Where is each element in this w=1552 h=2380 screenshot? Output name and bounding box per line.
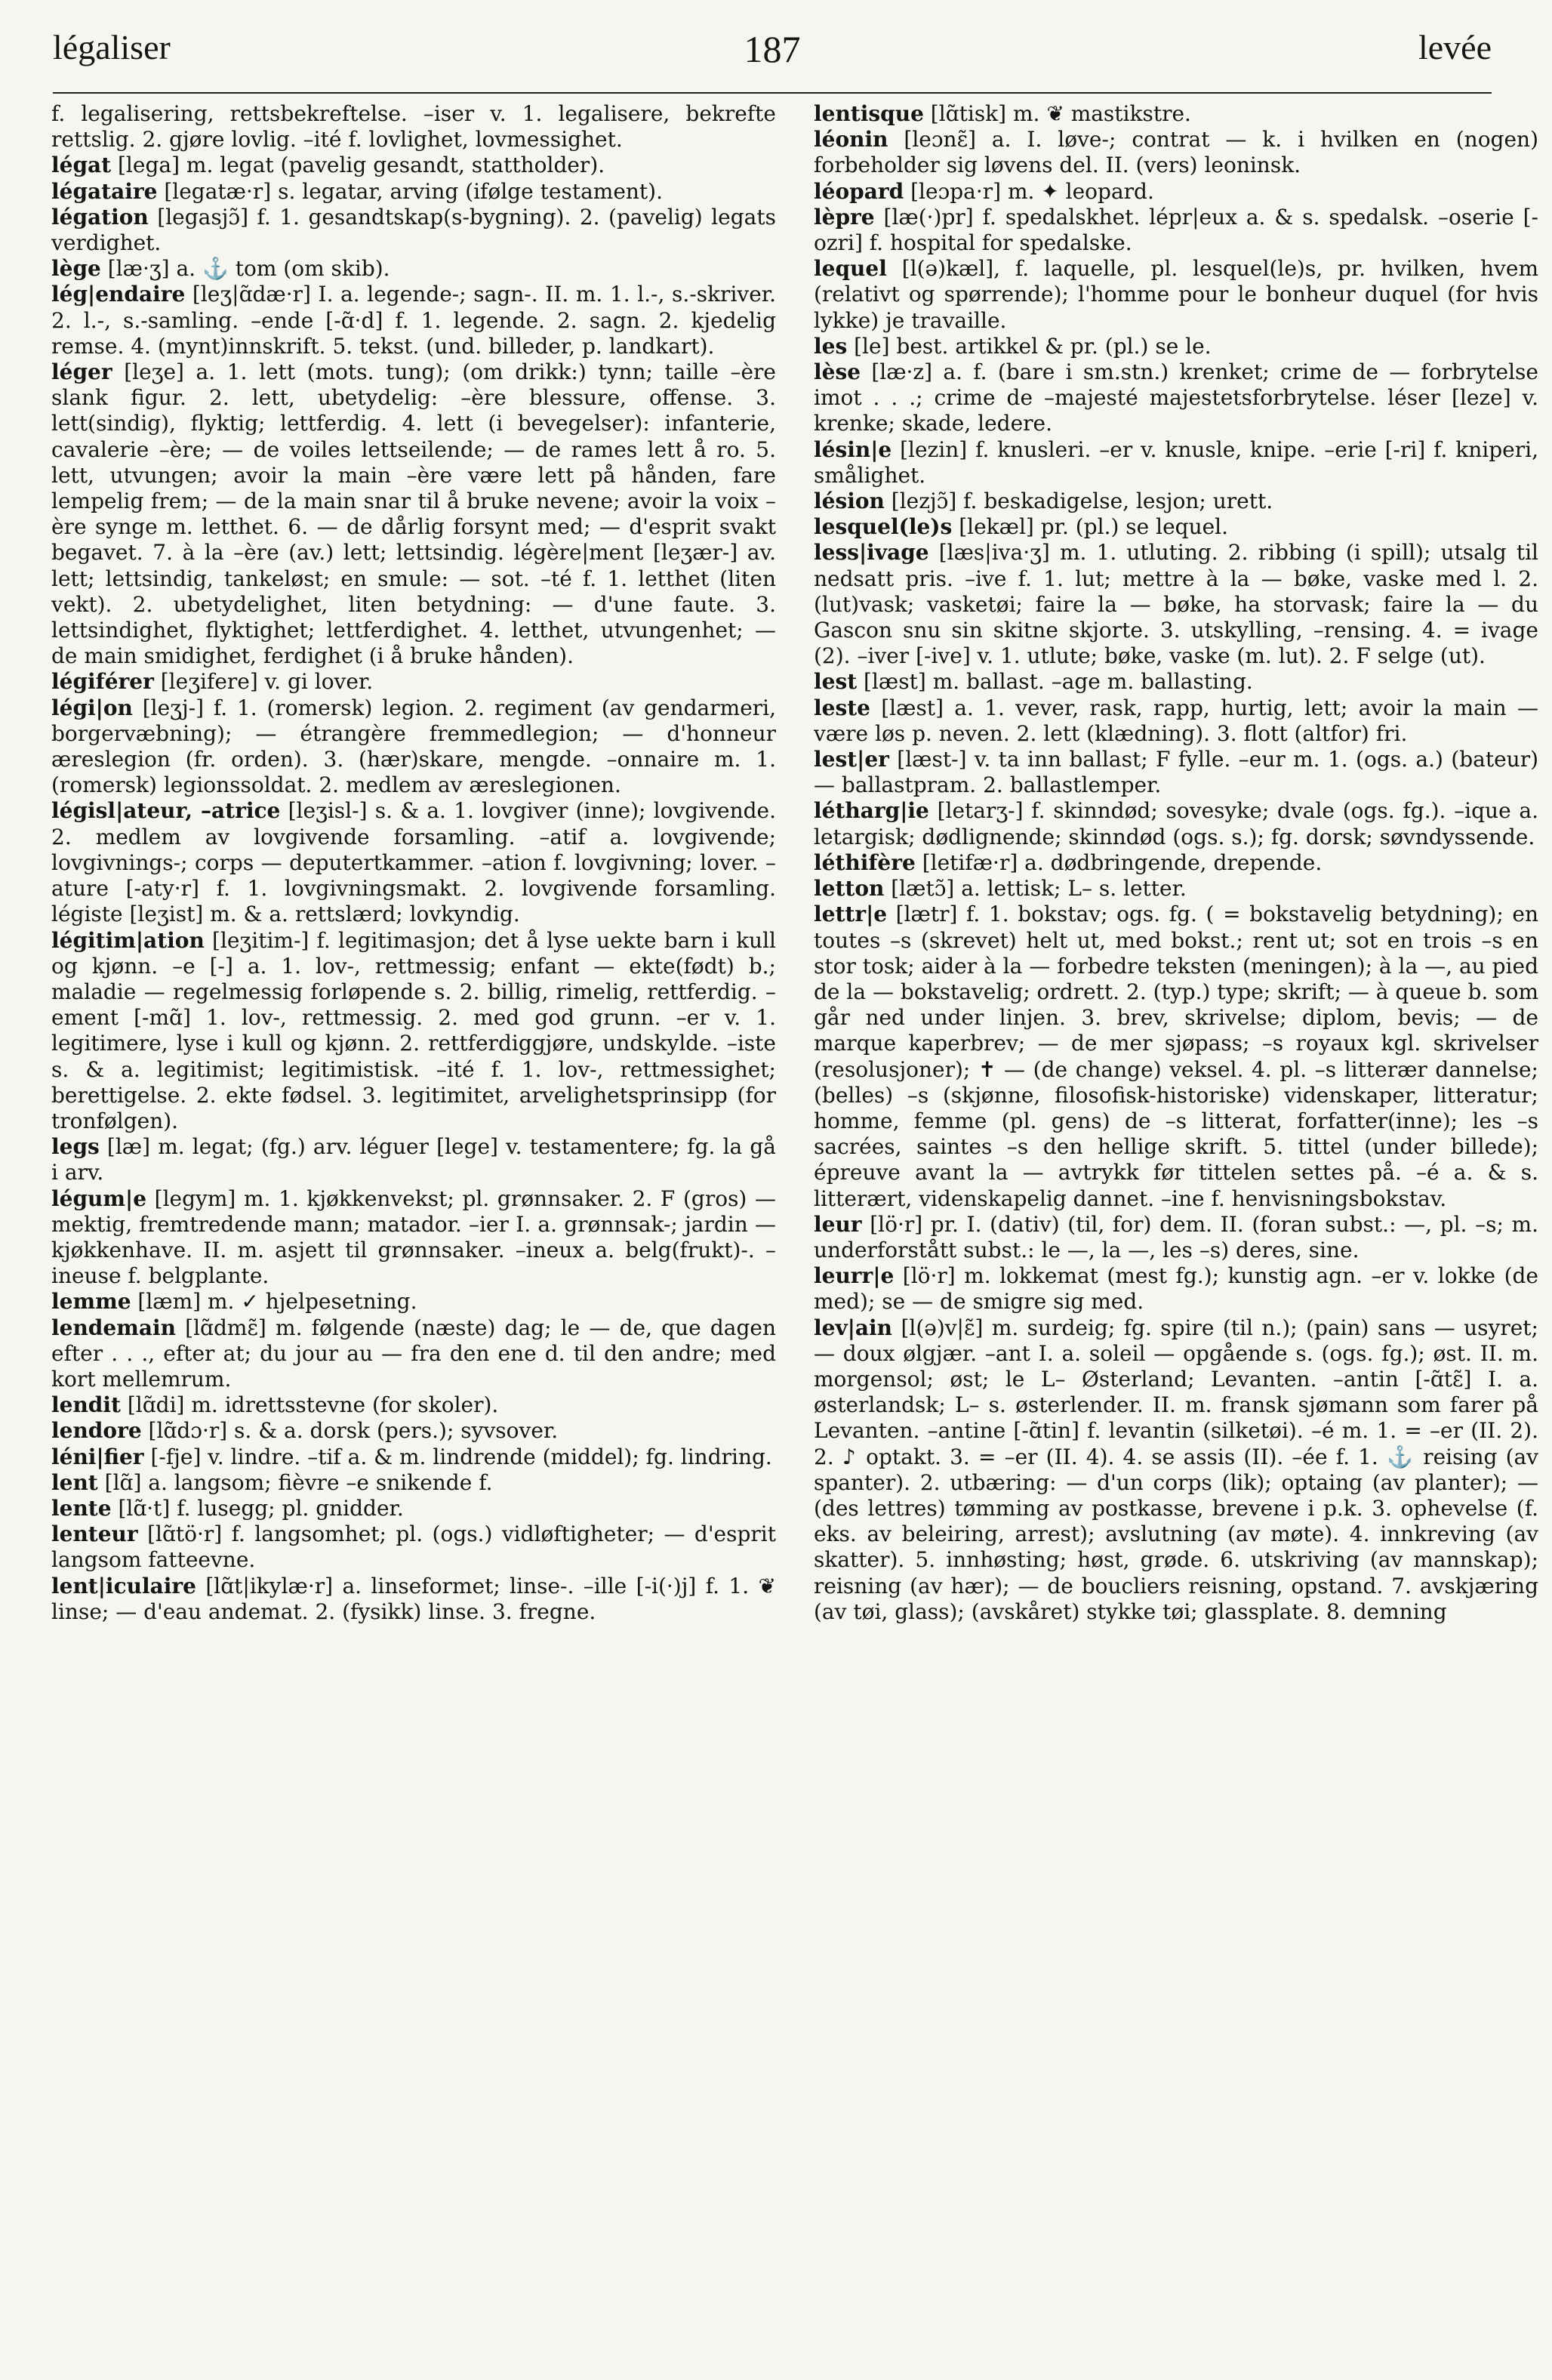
entry-headword: lev|ain bbox=[814, 1315, 893, 1340]
entry-headword: leur bbox=[814, 1211, 862, 1237]
entry-definition: [lætɔ̃] a. lettisk; L– s. letter. bbox=[884, 876, 1187, 902]
entry-definition: [le] best. artikkel & pr. (pl.) se le. bbox=[847, 333, 1212, 359]
dictionary-entry bbox=[51, 1496, 776, 1521]
entry-headword: lent|iculaire bbox=[51, 1573, 196, 1598]
entry-headword: légitim|ation bbox=[51, 927, 205, 953]
entry-definition: [læst-] v. ta inn ballast; F fylle. –eur m. 1. (ogs. a.) (bateur) — ballastpram. 2. ballastlemper. bbox=[814, 747, 1538, 798]
dictionary-entry bbox=[814, 489, 1538, 514]
entry-headword: léni|fier bbox=[51, 1444, 144, 1469]
entry-definition: [legasjɔ̃] f. 1. gesandtskap(s-bygning). 2. (pavelig) legats verdighet. bbox=[51, 204, 776, 256]
entry-headword: less|ivage bbox=[814, 540, 929, 566]
dictionary-entry bbox=[814, 179, 1538, 205]
dictionary-entry bbox=[814, 747, 1538, 798]
dictionary-entry bbox=[814, 359, 1538, 437]
entry-headword: légat bbox=[51, 153, 112, 178]
entry-headword: lest bbox=[814, 669, 858, 695]
right-running-headword: levée bbox=[1418, 28, 1492, 66]
entry-headword: lequel bbox=[814, 256, 887, 282]
dictionary-entry bbox=[814, 669, 1538, 695]
entry-headword: lèpre bbox=[814, 204, 875, 230]
entry-definition: [lɑ̃di] m. idrettsstevne (for skoler). bbox=[120, 1392, 499, 1418]
entry-headword: les bbox=[814, 333, 848, 359]
entry-headword: légation bbox=[51, 204, 149, 230]
dictionary-entry bbox=[51, 798, 776, 927]
entry-definition: [leʒj-] f. 1. (romersk) legion. 2. regiment (av gendarmeri, borgervæbning); — étrangère fremmedlegion; — d'honneur æreslegion (fr. orden). 3. (hær)skare, mengde. –onnaire m. 1. (romersk) legionssoldat. 2. medlem av æreslegionen. bbox=[51, 695, 776, 798]
dictionary-entry bbox=[51, 282, 776, 359]
page-number: 187 bbox=[744, 28, 801, 70]
left-column bbox=[51, 101, 776, 2359]
entry-headword: légum|e bbox=[51, 1185, 147, 1211]
entry-definition: [lekæl] pr. (pl.) se lequel. bbox=[952, 514, 1229, 540]
dictionary-entry bbox=[51, 1134, 776, 1185]
dictionary-entry bbox=[814, 334, 1538, 359]
dictionary-entry bbox=[814, 514, 1538, 540]
dictionary-entry bbox=[814, 256, 1538, 334]
entry-definition: [legatæ·r] s. legatar, arving (ifølge testament). bbox=[157, 178, 663, 204]
header-rule bbox=[53, 92, 1492, 94]
entry-definition: [læ·z] a. f. (bare i sm.stn.) krenket; crime de — forbrytelse imot . . .; crime de –majesté majestetsforbrytelse. léser [leze] v. krenke; skade, ledere. bbox=[814, 359, 1538, 436]
entry-definition: [lö·r] pr. I. (dativ) (til, for) dem. II. (foran subst.: —, pl. –s; m. underforstått subst.: le —, la —, les –s) deres, sine. bbox=[814, 1211, 1538, 1262]
dictionary-entry bbox=[51, 1186, 776, 1290]
right-column bbox=[814, 101, 1538, 2359]
entry-definition: [lezjɔ̃] f. beskadigelse, lesjon; urett. bbox=[884, 489, 1273, 514]
dictionary-entry bbox=[814, 902, 1538, 1211]
entry-definition: [-fje] v. lindre. –tif a. & m. lindrende (middel); fg. lindring. bbox=[143, 1444, 772, 1469]
entry-definition: [lɑ̃·t] f. lusegg; pl. gnidder. bbox=[111, 1495, 404, 1521]
dictionary-entry bbox=[51, 179, 776, 205]
dictionary-entry bbox=[51, 101, 776, 153]
entry-definition: [l(ə)kæl], f. laquelle, pl. lesquel(le)s, pr. hvilken, hvem (relativt og spørrende); l'homme pour le bonheur duquel (for hvis lykke) je travaille. bbox=[814, 256, 1538, 333]
entry-definition: [lætr] f. 1. bokstav; ogs. fg. ( = bokstavelig betydning); en toutes –s (skrevet) helt ut, med bokst.; rent ut; sot en trois –s en stor tosk; aider à la — forbedre teksten (meningen); à la —, au pied de la — bokstavelig; ordrett. 2. (typ.) type; skrift; — à queue b. som går ned under linjen. 3. brev, skrivelse; diplom, bevis; — de marque kaperbrev; — de mer sjøpass; –s royaux kgl. skrivelser (resolusjoner); ✝ — (de change) veksel. 4. pl. –s litterær dannelse; (belles) –s (skjønne, filosofisk-historiske) videnskaper, litteratur; homme, femme (pl. gens) de –s litterat, forfatter(inne); les –s sacrées, saintes –s den hellige skrift. 5. tittel (under billede); épreuve avant la — avtrykk før tittelen settes på. –é a. & s. litterært, videnskapelig dannet. –ine f. henvisningsbokstav. bbox=[814, 902, 1538, 1211]
dictionary-entry bbox=[814, 1263, 1538, 1315]
page-header bbox=[53, 27, 1492, 95]
entry-definition: [leʒifere] v. gi lover. bbox=[153, 669, 374, 695]
dictionary-entry bbox=[51, 1521, 776, 1573]
dictionary-entry bbox=[51, 1574, 776, 1625]
entry-headword: leste bbox=[814, 695, 870, 720]
dictionary-entry bbox=[51, 1289, 776, 1315]
dictionary-entry bbox=[814, 101, 1538, 127]
entry-definition: [leʒe] a. 1. lett (mots. tung); (om drikk:) tynn; taille –ère slank figur. 2. lett, ubetydelig: –ère blessure, offense. 3. lett(sindig), flyktig; lettferdig. 4. lett (i bevegelser): infanterie, cavalerie –ère; — de voiles lettseilende; — de rames lett å ro. 5. lett, utvungen; avoir la main –ère være lett på hånden, fare lempelig frem; — de la main snar til å bruke nevene; avoir la voix –ère synge m. letthet. 6. — de dårlig forsynt med; — d'esprit svakt begavet. 7. à la –ère (av.) lett; lettsindig. légère|ment [leʒær-] av. lett; lettsindig, tankeløst; en smule: — sot. –té f. 1. letthet (liten vekt). 2. ubetydelighet, liten betydning: — d'une faute. 3. lettsindighet, flyktighet; lettferdighet. 4. letthet, utvungenhet; — de main smidighet, ferdighet (i å bruke hånden). bbox=[51, 359, 776, 669]
entry-headword: letton bbox=[814, 876, 885, 902]
entry-headword: léger bbox=[51, 359, 112, 385]
entry-headword: lest|er bbox=[814, 747, 889, 772]
entry-headword: légi|on bbox=[51, 695, 133, 720]
entry-headword: lésion bbox=[814, 489, 885, 514]
entry-headword: leurr|e bbox=[814, 1263, 895, 1289]
entry-headword: léonin bbox=[814, 127, 888, 153]
dictionary-entry bbox=[51, 359, 776, 669]
entry-headword: lèse bbox=[814, 359, 861, 385]
entry-headword: lendemain bbox=[51, 1315, 176, 1340]
dictionary-entry bbox=[51, 1418, 776, 1444]
entry-definition: [lö·r] m. lokkemat (mest fg.); kunstig agn. –er v. lokke (de med); se — de smigre sig med. bbox=[814, 1263, 1538, 1315]
dictionary-entry bbox=[814, 205, 1538, 256]
dictionary-entry bbox=[814, 876, 1538, 902]
entry-headword: léthifère bbox=[814, 849, 916, 875]
entry-definition: [læ·ʒ] a. ⚓ tom (om skib). bbox=[100, 256, 390, 282]
entry-headword: lente bbox=[51, 1495, 112, 1521]
entry-definition: [leʒ|ɑ̃dæ·r] I. a. legende-; sagn-. II. m. 1. l.-, s.-skriver. 2. l.-, s.-samling. –ende [-ɑ̃·d] f. 1. legende. 2. sagn. 2. kjedelig remse. 4. (mynt)innskrift. 5. tekst. (und. billeder, p. landkart). bbox=[51, 282, 776, 359]
entry-definition: [lɑ̃tö·r] f. langsomhet; pl. (ogs.) vidløftigheter; — d'esprit langsom fatteevne. bbox=[51, 1521, 776, 1573]
dictionary-entry bbox=[814, 695, 1538, 747]
entry-definition: [lezin] f. knusleri. –er v. knusle, knipe. –erie [-ri] f. kniperi, smålighet. bbox=[814, 436, 1538, 488]
entry-definition: [lɑ̃] a. langsom; fièvre –e snikende f. bbox=[97, 1469, 493, 1495]
dictionary-entry bbox=[814, 540, 1538, 669]
dictionary-entry bbox=[51, 1392, 776, 1418]
entry-definition: [leɔpa·r] m. ✦ leopard. bbox=[904, 178, 1154, 204]
entry-headword: lenteur bbox=[51, 1521, 138, 1547]
left-running-headword: légaliser bbox=[53, 28, 171, 66]
entry-headword: lentisque bbox=[814, 101, 924, 126]
entry-headword: lent bbox=[51, 1469, 98, 1495]
entry-headword: lésin|e bbox=[814, 436, 892, 462]
dictionary-entry bbox=[51, 928, 776, 1135]
entry-headword: lég|endaire bbox=[51, 282, 186, 307]
dictionary-entry bbox=[51, 1444, 776, 1470]
entry-definition: [læst] m. ballast. –age m. ballasting. bbox=[857, 669, 1253, 695]
entry-definition: [læ] m. legat; (fg.) arv. léguer [lege] v. testamentere; fg. la gå i arv. bbox=[51, 1134, 776, 1185]
entry-headword: légiférer bbox=[51, 669, 154, 695]
entry-definition: [lɑ̃t|ikylæ·r] a. linseformet; linse-. –ille [-i(·)j] f. 1. ❦ linse; — d'eau andemat. 2. (fysikk) linse. 3. fregne. bbox=[51, 1573, 776, 1624]
entry-definition: [læst] a. 1. vever, rask, rapp, hurtig, lett; avoir la main — være løs p. neven. 2. lett (klædning). 3. flott (altfor) fri. bbox=[814, 695, 1538, 746]
entry-definition: [læs|iva·ʒ] m. 1. utluting. 2. ribbing (i spill); utsalg til nedsatt pris. –ive f. 1. lut; mettre à la — bøke, vaske med l. 2. (lut)vask; vasketøi; faire la — bøke, ha storvask; faire la — du Gascon snu sin skitne skjorte. 3. utskylling, –rensing. 4. = ivage (2). –iver [-ive] v. 1. utlute; bøke, vaske (m. lut). 2. F selge (ut). bbox=[814, 540, 1538, 669]
entry-headword: léopard bbox=[814, 178, 904, 204]
entry-headword: légataire bbox=[51, 178, 158, 204]
dictionary-entry bbox=[51, 1315, 776, 1393]
entry-definition: f. legalisering, rettsbekreftelse. –iser v. 1. legalisere, bekrefte rettslig. 2. gjøre lovlig. –ité f. lovlighet, lovmessighet. bbox=[51, 101, 776, 153]
entry-definition: [lega] m. legat (pavelig gesandt, stattholder). bbox=[111, 153, 605, 178]
entry-definition: [legym] m. 1. kjøkkenvekst; pl. grønnsaker. 2. F (gros) — mektig, fremtredende mann; matador. –ier I. a. grønnsak-; jardin — kjøkkenhave. II. m. asjett til grønnsaker. –ineux a. belg(frukt)-. –ineuse f. belgplante. bbox=[51, 1185, 776, 1289]
dictionary-entry bbox=[814, 798, 1538, 849]
entry-definition: [leɔnɛ̃] a. I. løve-; contrat — k. i hvilken en (nogen) forbeholder sig løvens del. II. (vers) leoninsk. bbox=[814, 127, 1538, 178]
entry-definition: [læm] m. ✓ hjelpesetning. bbox=[131, 1289, 417, 1315]
entry-definition: [lɑ̃dɔ·r] s. & a. dorsk (pers.); syvsover. bbox=[141, 1418, 559, 1444]
dictionary-entry bbox=[51, 153, 776, 178]
dictionary-entry bbox=[51, 256, 776, 282]
dictionary-entry bbox=[814, 850, 1538, 876]
dictionary-entry bbox=[814, 437, 1538, 489]
dictionary-entry bbox=[51, 695, 776, 799]
entry-definition: [leʒisl-] s. & a. 1. lovgiver (inne); lovgivende. 2. medlem av lovgivende forsamling. –atif a. lovgivende; lovgivnings-; corps — deputertkammer. –ation f. lovgivning; lover. –ature [-aty·r] f. 1. lovgivningsmakt. 2. lovgivende forsamling. légiste [leʒist] m. & a. rettslærd; lovkyndig. bbox=[51, 798, 776, 927]
entry-definition: [leʒitim-] f. legitimasjon; det å lyse uekte barn i kull og kjønn. –e [-] a. 1. lov-, rettmessig; enfant — ekte(født) b.; maladie — regelmessig forløpende s. 2. billig, rimelig, rettferdig. –ement [-mɑ̃] 1. lov-, rettmessig. 2. med god grunn. –er v. 1. legitimere, lyse i kull og kjønn. 2. rettferdiggjøre, undskylde. –iste s. & a. legitimist; legitimistisk. –ité f. 1. lov-, rettmessighet; berettigelse. 2. ekte fødsel. 3. legitimitet, arvelighetsprinsipp (for tronfølgen). bbox=[51, 927, 776, 1133]
entry-headword: létharg|ie bbox=[814, 798, 929, 824]
entry-definition: [l(ə)v|ɛ̃] m. surdeig; fg. spire (til n.); (pain) sans — usyret; — doux ølgjær. –ant I. a. soleil — opgående s. (ogs. fg.); øst. II. m. morgensol; øst; le L– Østerland; Levanten. –antin [-ɑ̃tɛ̃] I. a. østerlandsk; L– s. østerlender. II. m. fransk sjømann som farer på Levanten. –antine [-ɑ̃tin] f. levantin (silketøi). –é m. 1. = –er (II. 2). 2. ♪ optakt. 3. = –er (II. 4). 4. se assis (II). –ée f. 1. ⚓ reising (av spanter). 2. utbæring: — d'un corps (lik); optaing (av planter); — (des lettres) tømming av postkasse, brevene i p.k. 3. ophevelse (f. eks. av beleiring, arrest); avslutning (av møte). 4. innkreving (av skatter). 5. innhøsting; høst, grøde. 6. utskriving (av mannskap); reisning (av hær); — de boucliers reisning, opstand. 7. avskjæring (av tøi, glass); (avskåret) stykke tøi; glassplate. 8. demning bbox=[814, 1315, 1538, 1624]
dictionary-entry bbox=[51, 205, 776, 256]
entry-headword: lettr|e bbox=[814, 902, 888, 927]
entry-headword: lendit bbox=[51, 1392, 121, 1418]
entry-headword: lemme bbox=[51, 1289, 131, 1315]
entry-headword: lesquel(le)s bbox=[814, 514, 953, 540]
entry-definition: [læ(·)pr] f. spedalskhet. lépr|eux a. & s. spedalsk. –oserie [-ozri] f. hospital for spedalske. bbox=[814, 204, 1538, 256]
entry-definition: [letifæ·r] a. dødbringende, drepende. bbox=[915, 849, 1323, 875]
dictionary-entry bbox=[814, 1212, 1538, 1263]
entry-definition: [lɑ̃tisk] m. ❦ mastikstre. bbox=[923, 101, 1191, 126]
entry-definition: [lɑ̃dmɛ̃] m. følgende (næste) dag; le — de, que dagen efter . . ., efter at; du jour au — fra den ene d. til den andre; med kort mellemrum. bbox=[51, 1315, 776, 1392]
entry-headword: lendore bbox=[51, 1418, 142, 1444]
dictionary-entry bbox=[814, 127, 1538, 178]
entry-headword: legs bbox=[51, 1134, 100, 1160]
entry-definition: [letarʒ-] f. skinndød; sovesyke; dvale (ogs. fg.). –ique a. letargisk; dødlignende; skinndød (ogs. s.); fg. dorsk; søvndyssende. bbox=[814, 798, 1538, 849]
dictionary-entry bbox=[51, 1470, 776, 1496]
entry-headword: lège bbox=[51, 256, 101, 282]
dictionary-entry bbox=[51, 669, 776, 695]
dictionary-entry bbox=[814, 1315, 1538, 1625]
entry-headword: législ|ateur, –atrice bbox=[51, 798, 281, 824]
